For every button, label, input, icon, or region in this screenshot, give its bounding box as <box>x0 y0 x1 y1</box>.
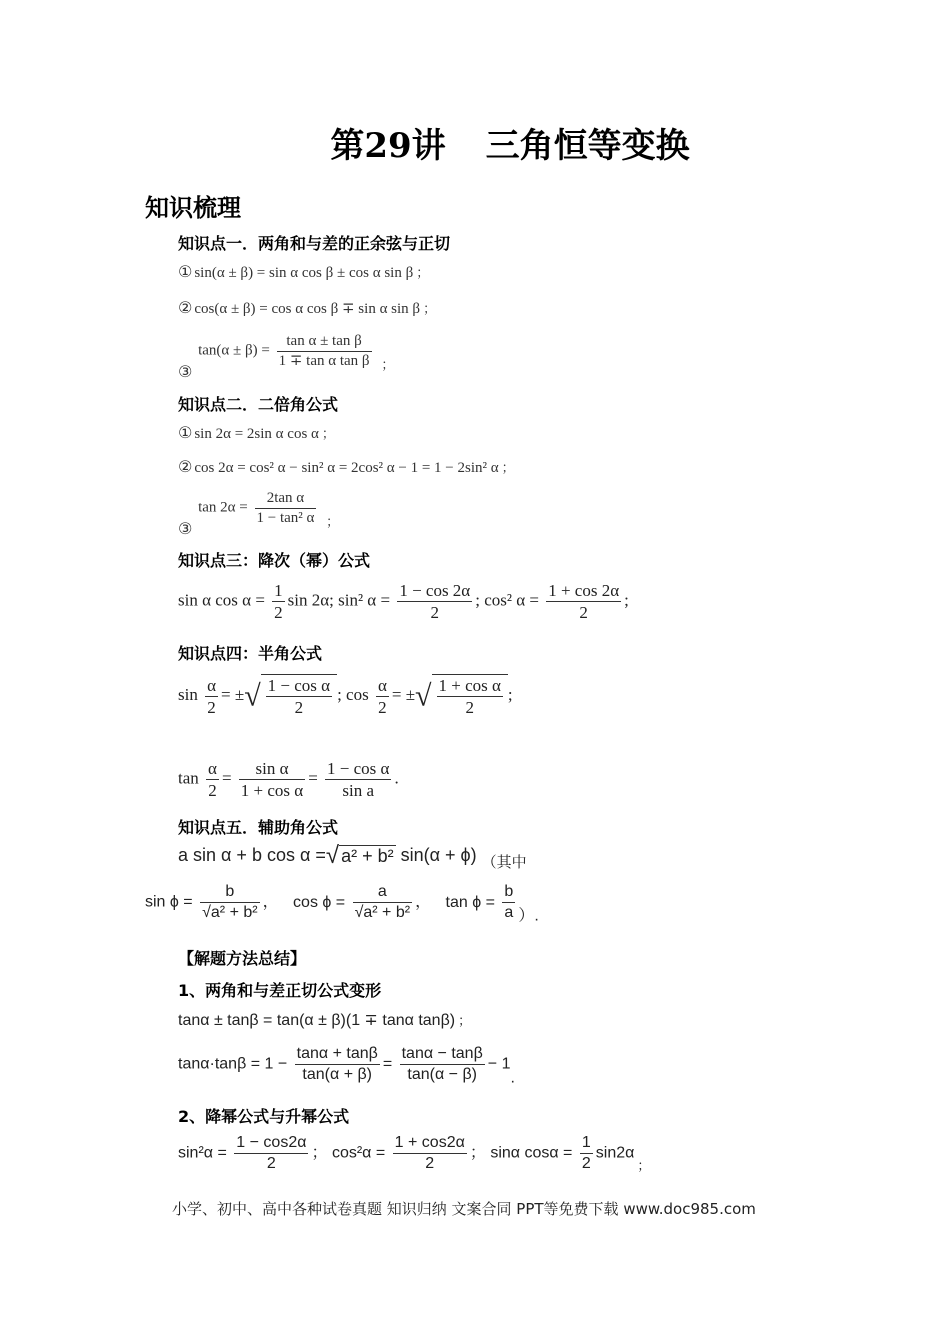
kp4-formula-sin-cos: sin $\frac{\alpha}{2}$ = ±√ $\frac{\text{1 − cos α}}{2}$ ; cos $\frac{\alpha}{2}$ = ±√ $\frac{\text{1 + cos α}}{2}$ ; <box>178 675 513 718</box>
summary-formula-1: tanα ± tanβ = tan(α ± β)(1 ∓ tanα tanβ) ； <box>178 1012 472 1029</box>
summary-formula-2: tanα·tanβ = 1 − $\frac{\tan\alpha + \tan\beta}{\tan(\alpha + \beta)}$ = $\frac{\tan\alpha - \tan\beta}{\tan(\alpha - \beta)}$ − 1. <box>178 1045 515 1087</box>
footer-text: 小学、初中、高中各种试卷真题 知识归纳 文案合同 PPT等免费下载 www.doc985.com <box>172 1200 756 1218</box>
kp1-tan-fraction: $\frac{\text{tan α ± tan β}}{\text{1 ∓ tan α tan β}}$ <box>278 333 370 369</box>
kp2-formula-3: ③ tan 2α = $\frac{\text{2tan α}}{\text{1 − tan² α}}$ ； <box>178 490 340 538</box>
kp1-heading: 知识点一．两角和与差的正余弦与正切 <box>178 234 451 253</box>
kp5-formula-main: a sin α + b cos α =√ a² + b² sin(α + ϕ) $_{(其中}$ <box>178 842 527 871</box>
kp1-formula-1: ① sin(α ± β) = sin α cos β ± cos α sin β ； <box>178 262 430 281</box>
section-heading: 知识梳理 <box>145 193 241 222</box>
kp4-formula-tan: tan $\frac{\alpha}{2}$ = $\frac{\text{sin α}}{\text{1 + cos α}}$ = $\frac{\text{1 − cos α}}{\text{sin a}}$ . <box>178 759 399 801</box>
kp5-formula-angles: sin ϕ = $\frac{b}{\text{√a² + b²}}$ ， cos ϕ = $\frac{a}{\text{√a² + b²}}$ ， tan ϕ = $\frac{b}{a}$ ）. <box>145 883 539 925</box>
kp3-formula: sin α cos α = $\frac{1}{2}$ sin 2α; sin² α = $\frac{1 - \cos 2\alpha}{2}$ ; cos² α = $\frac{1 + \cos 2\alpha}{2}$ ; <box>178 581 629 623</box>
summary-subheading-2: 2、降幂公式与升幂公式 <box>178 1107 350 1126</box>
kp2-formula-2: ② cos 2α = cos² α − sin² α = 2cos² α − 1 = 1 − 2sin² α ； <box>178 457 515 476</box>
kp5-heading: 知识点五．辅助角公式 <box>178 818 339 837</box>
summary-formula-3: sin²α = $\frac{1 - \cos 2\alpha}{2}$ ； cos²α = $\frac{1 + \cos 2\alpha}{2}$ ； sinα cosα = $\frac{1}{2}$ $\sin 2\alpha_;$ <box>178 1134 651 1174</box>
page-title: 第29讲 三角恒等变换 <box>330 126 690 166</box>
kp2-formula-1: ① sin 2α = 2sin α cos α ； <box>178 423 335 442</box>
kp1-formula-3: ③ tan(α ± β) = $\frac{\text{tan α ± tan β}}{\text{1 ∓ tan α tan β}}$ ； <box>178 333 395 381</box>
kp2-tan-fraction: $\frac{\text{2tan α}}{\text{1 − tan² α}}$ <box>256 490 315 526</box>
summary-heading: 【解题方法总结】 <box>178 949 307 968</box>
kp3-heading: 知识点三：降次（幂）公式 <box>178 551 371 570</box>
summary-subheading-1: 1、两角和与差正切公式变形 <box>178 981 382 1000</box>
kp1-formula-2: ② cos(α ± β) = cos α cos β ∓ sin α sin β ； <box>178 298 437 317</box>
kp2-heading: 知识点二．二倍角公式 <box>178 395 339 414</box>
kp4-heading: 知识点四：半角公式 <box>178 644 323 663</box>
